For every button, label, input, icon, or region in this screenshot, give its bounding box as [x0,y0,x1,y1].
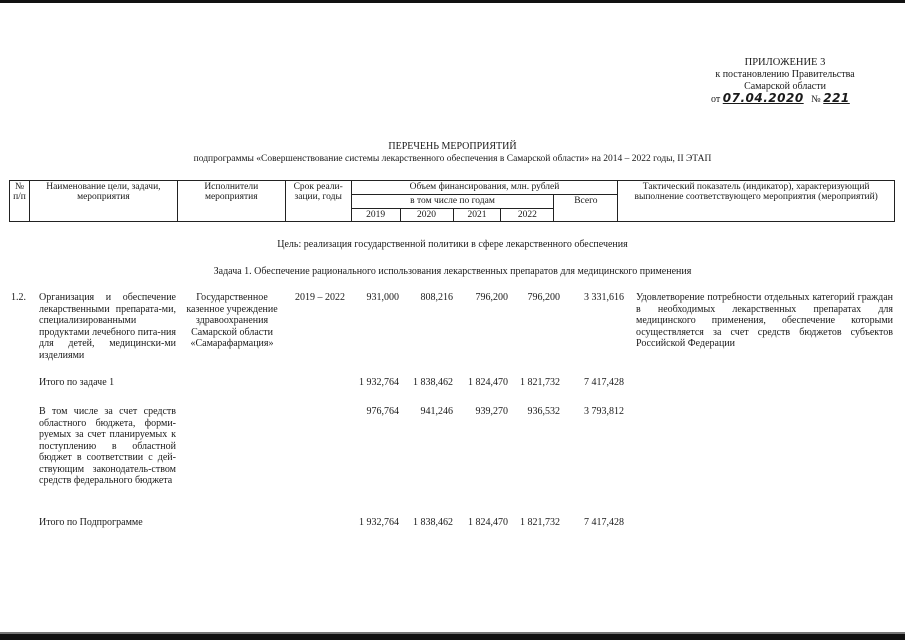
appendix-line1: к постановлению Правительства [715,69,855,80]
header-num: № п/п [10,181,30,222]
goal-line: Цель: реализация государственной политики в сфере лекарственного обеспечения [277,239,628,250]
number-prefix: № [811,94,821,105]
header-name: Наименование цели, задачи, мероприятия [29,181,177,222]
row-name: Итого по задаче 1 [39,377,115,388]
header-year-2021: 2021 [453,209,501,222]
table-header [9,180,895,222]
row-value-2020: 1 838,462 [413,377,453,388]
row-num: 1.2. [11,292,26,303]
row-value-2020: 808,216 [420,292,453,303]
row-value-2022: 1 821,732 [520,377,560,388]
task-line: Задача 1. Обеспечение рационального использования лекарственных препаратов для медицинского применения [213,266,692,277]
row-value-2019: 1 932,764 [359,377,399,388]
header-term: Срок реали-зации, годы [285,181,351,222]
row-total: 3 331,616 [584,292,624,303]
row-value-2021: 939,270 [475,406,508,417]
row-total: 3 793,812 [584,406,624,417]
appendix-line2: Самарской области [744,81,826,92]
row-value-2019: 976,764 [366,406,399,417]
row-total: 7 417,428 [584,517,624,528]
row-value-2022: 1 821,732 [520,517,560,528]
row-value-2020: 1 838,462 [413,517,453,528]
header-year-2019: 2019 [351,209,400,222]
header-year-2020: 2020 [400,209,453,222]
header-year-2022: 2022 [501,209,554,222]
row-executor: Государственное казенное учреждение здравоохранения Самарской области «Самарафармация» [186,292,278,349]
header-funding: Объем финансирования, млн. рублей [351,181,618,195]
row-value-2021: 1 824,470 [468,377,508,388]
row-indicator: Удовлетворение потребности отдельных категорий граждан в необходимых лекарственных препаратах для медицинского применения, обеспечение которыми осуществляется за счет средств бюджетов субъектов Российской Федерации [636,292,893,349]
row-value-2021: 796,200 [475,292,508,303]
document-title: ПЕРЕЧЕНЬ МЕРОПРИЯТИЙ [388,141,517,152]
scan-edge-bottom [0,634,905,640]
row-total: 7 417,428 [584,377,624,388]
row-value-2019: 931,000 [366,292,399,303]
date-prefix: от [711,94,721,105]
row-value-2021: 1 824,470 [468,517,508,528]
appendix-block [700,57,870,93]
row-value-2020: 941,246 [420,406,453,417]
appendix-title: ПРИЛОЖЕНИЕ 3 [744,57,826,68]
header-indicator: Тактический показатель (индикатор), характеризующий выполнение соответствующего мероприятия (мероприятий) [618,181,895,222]
row-value-2022: 796,200 [527,292,560,303]
row-value-2019: 1 932,764 [359,517,399,528]
header-by-years: в том числе по годам [351,195,554,209]
row-name: Итого по Подпрограмме [39,517,143,528]
header-total: Всего [554,195,618,222]
handwritten-date: 07.04.2020 [722,91,804,105]
row-name: В том числе за счет средств областного бюджета, форми-руемых за счет планируемых к поступлению в областной бюджет в соответствии с дей-ствующим законодатель-ством средств федерального бюджета [39,406,176,486]
appendix-date-line [711,91,850,105]
document-subtitle: подпрограммы «Совершенствование системы лекарственного обеспечения в Самарской области» на 2014 – 2022 годы, II ЭТАП [193,154,712,164]
row-term: 2019 – 2022 [295,292,345,303]
row-value-2022: 936,532 [527,406,560,417]
handwritten-number: 221 [823,91,850,105]
header-executor: Исполнители мероприятия [177,181,285,222]
scan-edge-top [0,0,905,3]
row-name: Организация и обеспечение лекарственными препарата-ми, специализированными продуктами лечебного пита-ния для детей, медицински-ми изделиями [39,292,176,361]
